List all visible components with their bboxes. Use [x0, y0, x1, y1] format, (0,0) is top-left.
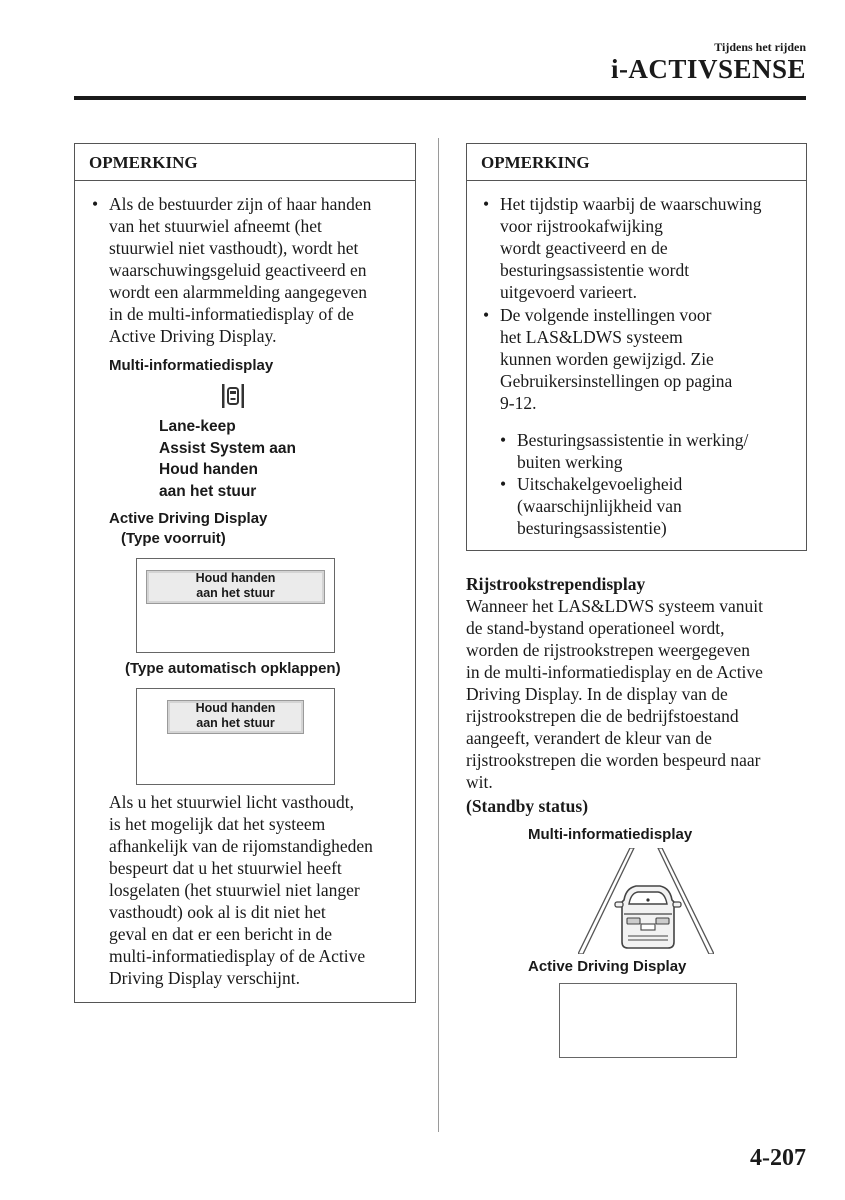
left-note-bullet-text: Als de bestuurder zijn of haar handen van het stuurwiel afneemt (het stuurwiel niet vasthoudt), wordt het waarschuwingsgeluid geactiveerd en wordt een alarmmelding aangegeven in de multi-informatiedisplay of de Active Driving Display.	[109, 194, 372, 346]
add-popup-frame	[136, 688, 335, 785]
right-note-heading: OPMERKING	[467, 144, 806, 181]
bullet-dot-icon: •	[500, 430, 507, 450]
right-note-subbullet-2	[500, 473, 805, 539]
car-rear-icon	[615, 886, 681, 948]
chapter-title: i-ACTIVSENSE	[610, 54, 806, 84]
right-note-subbullet-2-text: Uitschakelgevoeligheid (waarschijnlijkheid van besturingsassistentie)	[517, 474, 683, 538]
add-windshield-message: Houd handen aan het stuur	[146, 570, 325, 604]
section-label: Tijdens het rijden	[714, 40, 806, 54]
lane-section-heading: Rijstrookstrependisplay	[466, 574, 646, 594]
standby-status-heading: (Standby status)	[466, 796, 589, 816]
lane-mid-label: Multi-informatiedisplay	[528, 826, 693, 843]
bullet-dot-icon: •	[500, 474, 507, 494]
add-label: Active Driving Display	[109, 510, 268, 527]
header-rule	[74, 96, 806, 100]
add-type-windshield-label: (Type voorruit)	[121, 530, 226, 547]
lane-add-label: Active Driving Display	[528, 958, 687, 975]
page-number: 4-207	[750, 1145, 806, 1171]
left-note-heading: OPMERKING	[75, 144, 415, 181]
column-divider	[438, 138, 439, 1132]
right-note-bullet-2	[483, 304, 805, 414]
add-windshield-frame	[136, 558, 335, 653]
bullet-dot-icon: •	[483, 194, 490, 214]
right-note-bullet-2-text: De volgende instellingen voor het LAS&LDWS systeem kunnen worden gewijzigd. Zie Gebruikersinstellingen op pagina 9-12.	[500, 305, 733, 413]
add-popup-message: Houd handen aan het stuur	[167, 700, 304, 734]
lane-keep-assist-icon	[221, 383, 245, 409]
bullet-dot-icon: •	[92, 194, 99, 214]
right-note-subbullet-1-text: Besturingsassistentie in werking/ buiten werking	[517, 430, 749, 472]
bullet-dot-icon: •	[483, 305, 490, 325]
add-type-popup-label: (Type automatisch opklappen)	[125, 660, 341, 677]
right-note-bullet-1-text: Het tijdstip waarbij de waarschuwing voor rijstrookafwijking wordt geactiveerd en de besturingsassistentie wordt uitgevoerd varieert.	[500, 194, 762, 302]
right-note-subbullet-1	[500, 429, 805, 473]
lane-lines-graphic	[578, 848, 714, 954]
left-note-closing-text: Als u het stuurwiel licht vasthoudt, is het mogelijk dat het systeem afhankelijk van de rijomstandigheden bespeurt dat u het stuurwiel heeft losgelaten (het stuurwiel niet langer vasthoudt) ook al is dit niet het geval en dat er een bericht in de multi-informatiedisplay of de Active Driving Display verschijnt.	[109, 792, 373, 988]
mid-label: Multi-informatiedisplay	[109, 357, 274, 374]
lane-section-body: Wanneer het LAS&LDWS systeem vanuit de stand-bystand operationeel wordt, worden de rijstrookstrepen weergegeven in de multi-informatiedisplay en de Active Driving Display. In de display van de rijstrookstrepen die de bedrijfstoestand aangeeft, verandert de kleur van de rijstrookstrepen die worden bespeurd naar wit.	[466, 596, 763, 792]
lane-add-frame	[559, 983, 737, 1058]
right-note-bullet-1	[483, 193, 805, 303]
mid-message: Lane-keep Assist System aan Houd handen aan het stuur	[159, 418, 296, 500]
left-note-bullet	[92, 193, 412, 347]
